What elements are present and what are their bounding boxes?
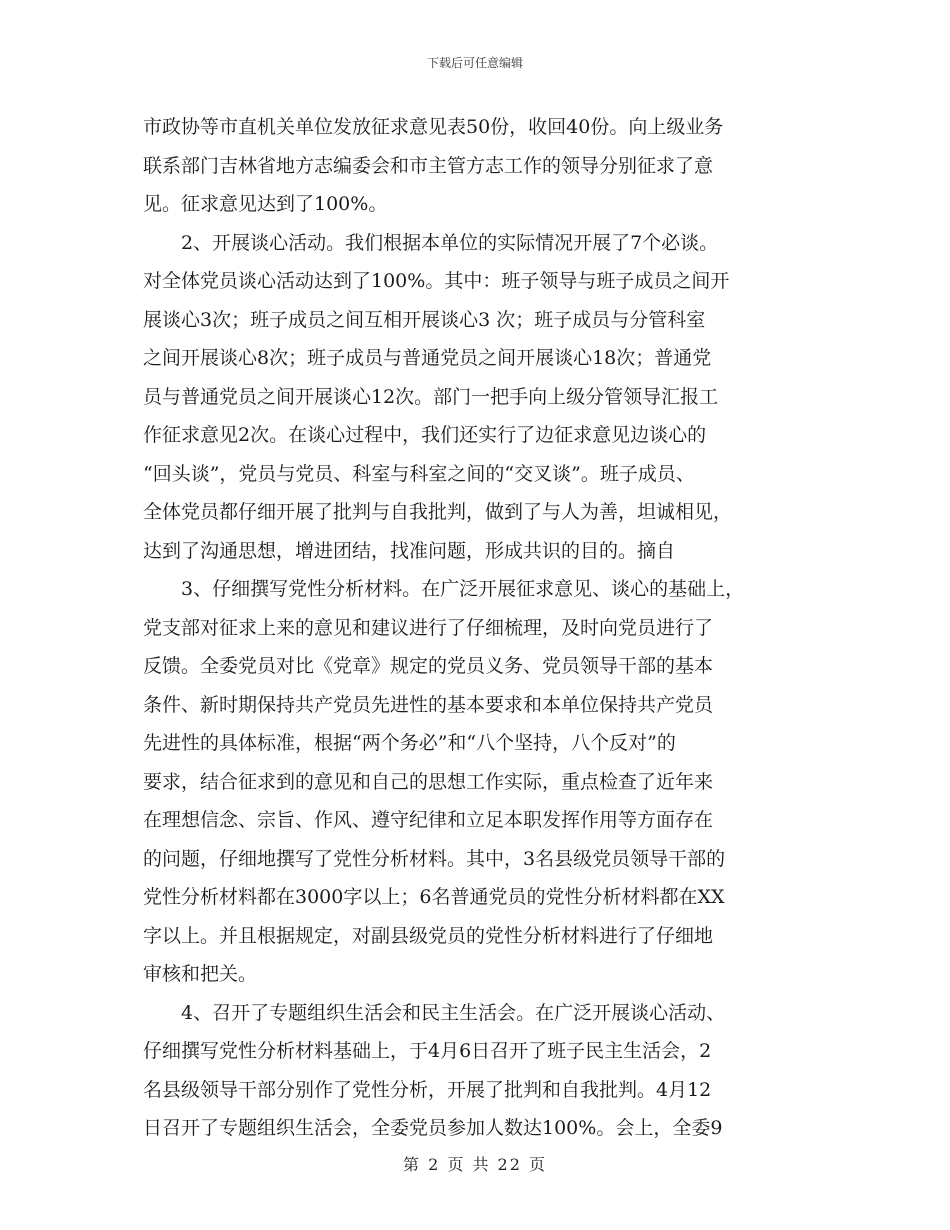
- document-body: [143, 108, 815, 1148]
- page-header: 下载后可任意编辑: [426, 56, 523, 70]
- text-line: 字以上。并且根据规定，对副县级党员的党性分析材料进行了仔细地: [143, 924, 714, 947]
- text-line: 对全体党员谈心活动达到了100%。其中：班子领导与班子成员之间开: [143, 270, 730, 292]
- text-line: 3、仔细撰写党性分析材料。在广泛开展征求意见、谈心的基础上，: [143, 578, 745, 600]
- text-line: 党性分析材料都在3000字以上；6名普通党员的党性分析材料都在XX: [143, 886, 725, 908]
- text-line: 作征求意见2次。在谈心过程中，我们还实行了边征求意见边谈心的: [143, 424, 707, 446]
- text-line: 之间开展谈心8次；班子成员与普通党员之间开展谈心18次；普通党: [143, 347, 712, 369]
- text-line: 4、召开了专题组织生活会和民主生活会。在广泛开展谈心活动、: [143, 1001, 726, 1024]
- text-line: 名县级领导干部分别作了党性分析，开展了批判和自我批判。4月12: [143, 1078, 712, 1101]
- text-line: 达到了沟通思想，增进团结，找准问题，形成共识的目的。摘自: [143, 539, 676, 562]
- text-line: 党支部对征求上来的意见和建议进行了仔细梳理，及时向党员进行了: [143, 616, 714, 639]
- text-line: 联系部门吉林省地方志编委会和市主管方志工作的领导分别征求了意: [143, 154, 714, 177]
- text-line: 在理想信念、宗旨、作风、遵守纪律和立足本职发挥作用等方面存在: [143, 809, 714, 831]
- text-line: 见。征求意见达到了100%。: [143, 193, 388, 215]
- page-number-footer: 第 2 页 共 22 页: [403, 1155, 547, 1174]
- text-line: 员与普通党员之间开展谈心12次。部门一把手向上级分管领导汇报工: [143, 385, 719, 408]
- text-line: 仔细撰写党性分析材料基础上，于4月6日召开了班子民主生活会，2: [143, 1040, 712, 1062]
- text-line: 审核和把关。: [143, 963, 258, 985]
- text-line: 展谈心3次；班子成员之间互相开展谈心3 次；班子成员与分管科室: [143, 308, 706, 331]
- text-line: 条件、新时期保持共产党员先进性的基本要求和本单位保持共产党员: [143, 693, 714, 716]
- text-line: 2、开展谈心活动。我们根据本单位的实际情况开展了7个必谈。: [143, 231, 719, 254]
- text-line: 反馈。全委党员对比《党章》规定的党员义务、党员领导干部的基本: [143, 655, 714, 677]
- text-line: 要求，结合征求到的意见和自己的思想工作实际，重点检查了近年来: [143, 770, 714, 793]
- text-line: 日召开了专题组织生活会，全委党员参加人数达100%。会上，全委9: [143, 1117, 723, 1139]
- text-line: 全体党员都仔细开展了批判与自我批判，做到了与人为善，坦诚相见，: [143, 501, 733, 523]
- text-line: 的问题，仔细地撰写了党性分析材料。其中，3名县级党员领导干部的: [143, 847, 726, 870]
- text-line: 先进性的具体标准，根据“两个务必”和“八个坚持，八个反对”的: [143, 732, 676, 754]
- text-line: 市政协等市直机关单位发放征求意见表50份，收回40份。向上级业务: [143, 116, 724, 138]
- text-line: “回头谈”，党员与党员、科室与科室之间的“交叉谈”。班子成员、: [143, 462, 695, 485]
